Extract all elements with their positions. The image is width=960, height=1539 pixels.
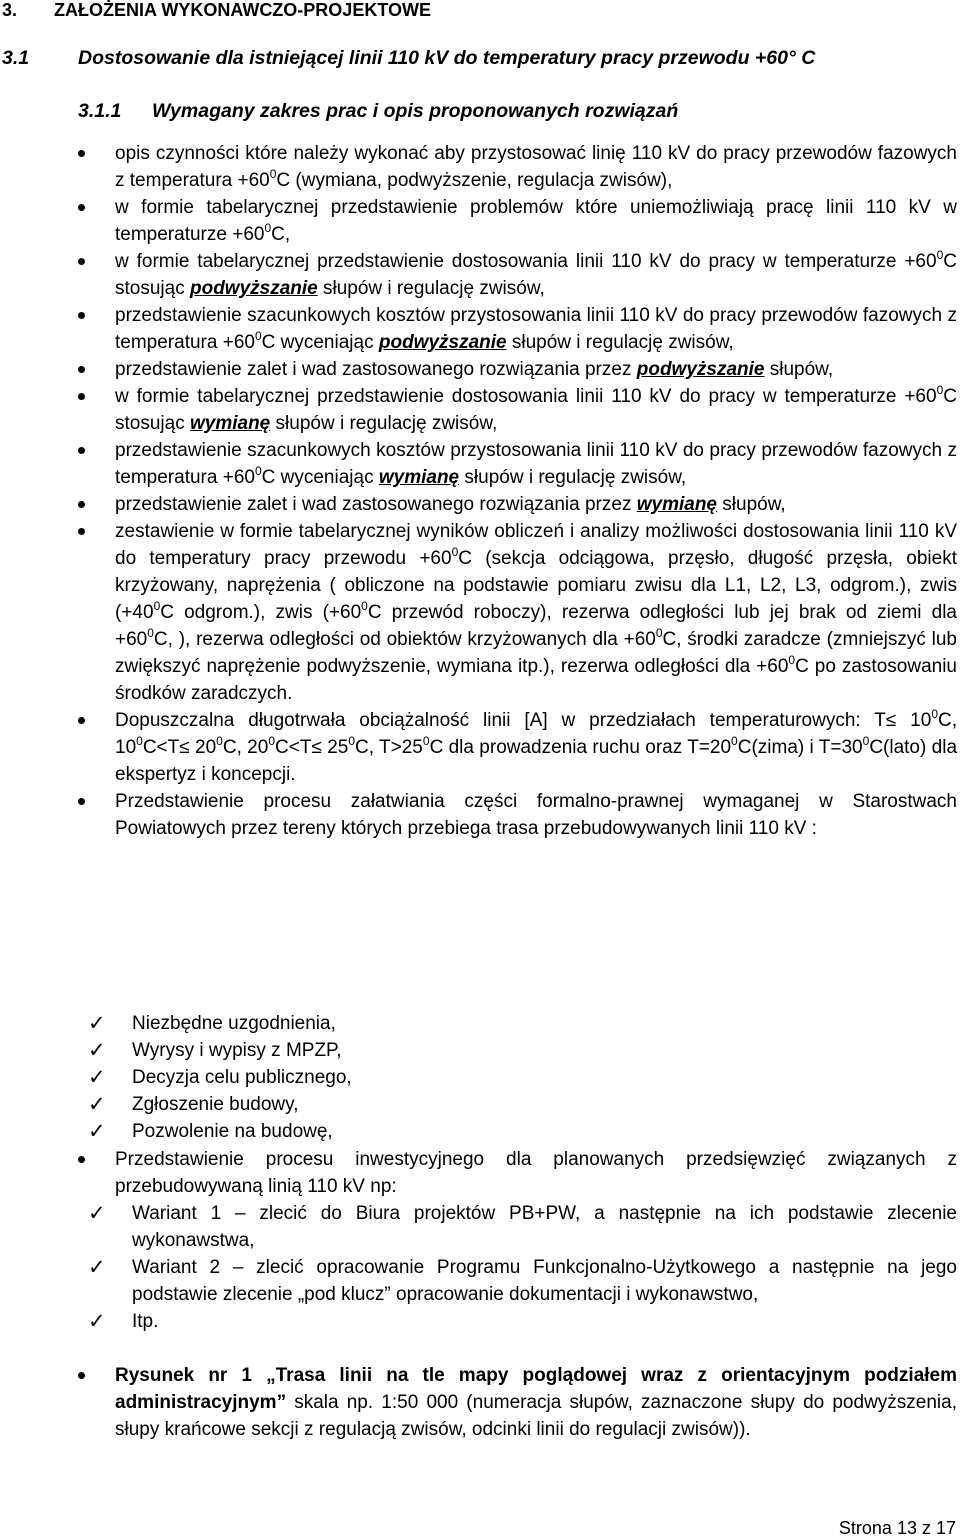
list-item: Rysunek nr 1 „Trasa linii na tle mapy poglądowej wraz z orientacyjnym podziałem administracyjnym” skala np. 1:50 000 (numeracja słupów, zaznaczone słupy do podwyższenia, słupy krańcowe sekcji z regulacją zwisów, odcinki linii do regulacji zwisów)). xyxy=(115,1362,957,1443)
page-number: Strona 13 z 17 xyxy=(838,1518,956,1538)
section-title: ZAŁOŻENIA WYKONAWCZO-PROJEKTOWE xyxy=(54,0,431,20)
checkmark-icon: ✓ xyxy=(88,1202,106,1225)
section-number: 3. xyxy=(2,0,18,20)
subsubsection-heading xyxy=(78,100,678,123)
list-item: opis czynności które należy wykonać aby przystosować linię 110 kV do pracy przewodów fazowych z temperatura $+60^0C$ (wymiana, podwyższenie, regulacja zwisów), xyxy=(115,140,957,194)
list-item: zestawienie w formie tabelarycznej wyników obliczeń i analizy możliwości dostosowania linii 110 kV do temperatury pracy przewodu $+60^0C$ (sekcja odciągowa, przęsło, długość przęsła, obiekt krzyżowany, naprężenia ( obliczone na podstawie pomiaru zwisu dla L1, L2, L3, odgrom.), zwis ($+40^0C$ odgrom.), zwis ($+60^0C$ przewód roboczy), rezerwa odległości lub jej brak od ziemi dla $+60^0C$, ), rezerwa odległości od obiektów krzyżowanych dla $+60^0C$, środki zaradcze (zmniejszyć lub zwiększyć naprężenie podwyższenie, wymiana itp.), rezerwa odległości dla $+60^0C$ po zastosowaniu środków zaradczych. xyxy=(115,518,957,707)
checkmark-icon: ✓ xyxy=(88,1093,106,1116)
bullet-icon xyxy=(78,528,85,535)
list-item: Przedstawienie procesu załatwiania części formalno-prawnej wymaganej w Starostwach Powiatowych przez tereny których przebiega trasa przebudowywanych linii 110 kV : xyxy=(115,788,957,842)
list-item: w formie tabelarycznej przedstawienie dostosowania linii 110 kV do pracy w temperaturze $+60^0C$ stosując wymianę słupów i regulację zwisów, xyxy=(115,383,957,437)
subsection-heading xyxy=(2,47,815,70)
list-item: przedstawienie zalet i wad zastosowanego rozwiązania przez podwyższanie słupów, xyxy=(115,356,957,383)
emphasis-text: wymianę xyxy=(636,494,717,515)
checklist-item: ✓ Wariant 2 – zlecić opracowanie Programu Funkcjonalno-Użytkowego a następnie na jego podstawie zlecenie „pod klucz” opracowanie dokumentacji i wykonawstwo, xyxy=(88,1256,957,1305)
list-item: w formie tabelarycznej przedstawienie problemów które uniemożliwiają pracę linii 110 kV w temperaturze $+60^0C$, xyxy=(115,194,957,248)
bullet-icon xyxy=(78,312,85,319)
checklist-item: ✓ Itp. xyxy=(88,1310,159,1333)
list-item: Przedstawienie procesu inwestycyjnego dla planowanych przedsięwzięć związanych z przebudowywaną linią 110 kV np: xyxy=(115,1146,957,1200)
checklist-item: ✓ Wyrysy i wypisy z MPZP, xyxy=(88,1039,342,1062)
bullet-icon xyxy=(78,366,85,373)
bullet-icon xyxy=(78,501,85,508)
checkmark-icon: ✓ xyxy=(88,1310,106,1333)
list-item: przedstawienie szacunkowych kosztów przystosowania linii 110 kV do pracy przewodów fazowych z temperatura $+60^0C$ wyceniając wymianę słupów i regulację zwisów, xyxy=(115,437,957,491)
drawing-caption: Rysunek nr 1 „Trasa linii na tle mapy poglądowej wraz z orientacyjnym podziałem administracyjnym” xyxy=(115,1365,957,1413)
list-item: przedstawienie szacunkowych kosztów przystosowania linii 110 kV do pracy przewodów fazowych z temperatura $+60^0C$ wyceniając podwyższanie słupów i regulację zwisów, xyxy=(115,302,957,356)
investment-steps-list xyxy=(0,1200,957,1335)
list-item: Dopuszczalna długotrwała obciążalność linii [A] w przedziałach temperaturowych: $T\le 10^0C$, $10^0C<T\le 20^0C$, $20^0C<T\le 25^0C$, $T>25^0C$ dla prowadzenia ruchu oraz $T=20^0C(zima)$ i $T=30^0C(lato)$ dla ekspertyz i koncepcji. xyxy=(115,707,957,788)
emphasis-text: wymianę xyxy=(378,467,460,488)
bullet-icon xyxy=(78,393,85,400)
checkmark-icon: ✓ xyxy=(88,1120,106,1143)
checklist-item: ✓ Pozwolenie na budowę, xyxy=(88,1120,333,1143)
bullet-icon xyxy=(78,150,85,157)
emphasis-text: podwyższanie xyxy=(378,332,507,353)
list-item: przedstawienie zalet i wad zastosowanego rozwiązania przez wymianę słupów, xyxy=(115,491,957,518)
checklist-item: ✓ Zgłoszenie budowy, xyxy=(88,1093,299,1116)
bullet-icon xyxy=(78,798,85,805)
formal-steps-list xyxy=(0,1010,842,1145)
bullet-icon xyxy=(78,1156,85,1163)
checklist-item: ✓ Niezbędne uzgodnienia, xyxy=(88,1012,336,1035)
emphasis-text: wymianę xyxy=(189,413,271,434)
checklist-item: ✓ Decyzja celu publicznego, xyxy=(88,1066,352,1089)
checkmark-icon: ✓ xyxy=(88,1039,106,1062)
process-list xyxy=(115,1146,957,1200)
subsubsection-number: 3.1.1 xyxy=(78,100,122,122)
checkmark-icon: ✓ xyxy=(88,1012,106,1035)
emphasis-text: podwyższanie xyxy=(189,278,318,299)
checkmark-icon: ✓ xyxy=(88,1066,106,1089)
subsection-title: Dostosowanie dla istniejącej linii 110 kV do temperatury pracy przewodu +60° C xyxy=(78,47,816,69)
emphasis-text: podwyższanie xyxy=(636,359,765,380)
bullet-icon xyxy=(78,204,85,211)
checklist-item: ✓ Wariant 1 – zlecić do Biura projektów PB+PW, a następnie na ich podstawie zlecenie wykonawstwa, xyxy=(88,1202,957,1251)
list-item: w formie tabelarycznej przedstawienie dostosowania linii 110 kV do pracy w temperaturze $+60^0C$ stosując podwyższanie słupów i regulację zwisów, xyxy=(115,248,957,302)
bullet-icon xyxy=(78,258,85,265)
section-heading xyxy=(2,0,431,21)
requirements-list xyxy=(115,140,957,842)
checkmark-icon: ✓ xyxy=(88,1256,106,1279)
subsection-number: 3.1 xyxy=(2,47,30,69)
bullet-icon xyxy=(78,1372,85,1379)
bullet-icon xyxy=(78,717,85,724)
subsubsection-title: Wymagany zakres prac i opis proponowanych rozwiązań xyxy=(152,100,679,122)
bullet-icon xyxy=(78,447,85,454)
drawing-list xyxy=(115,1362,957,1443)
